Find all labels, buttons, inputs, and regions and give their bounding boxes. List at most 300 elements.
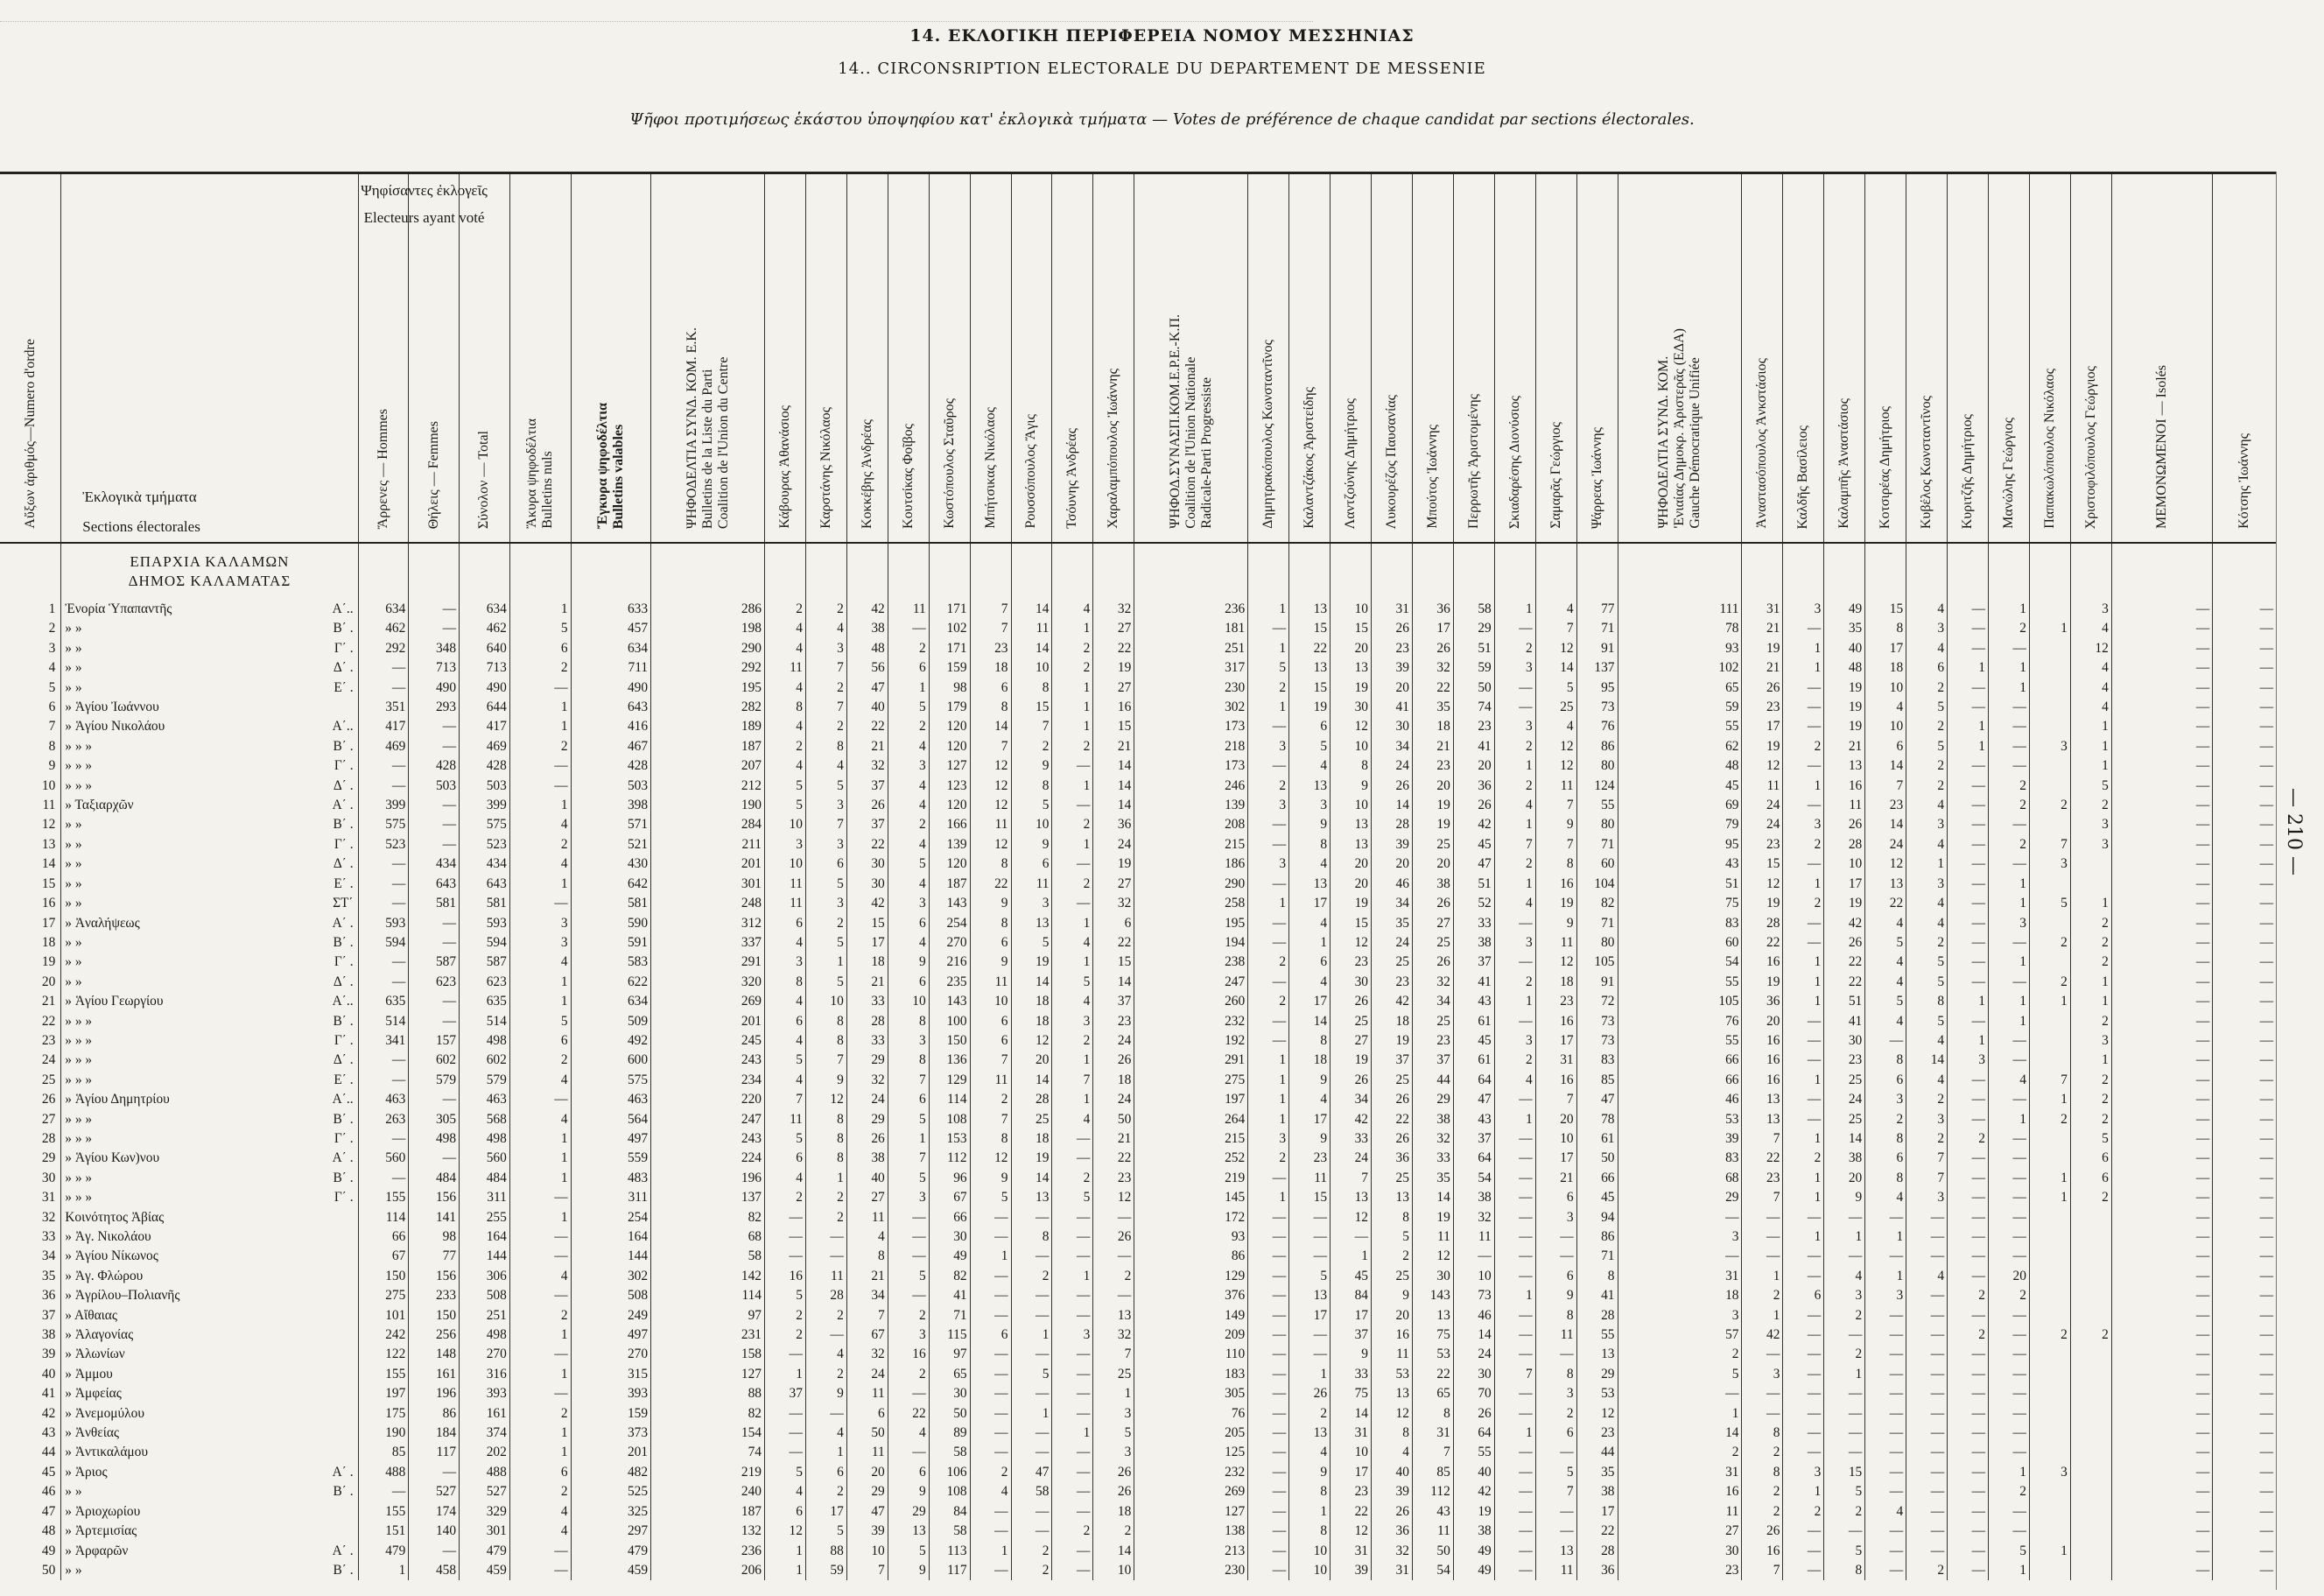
cell-value: 4	[1371, 1443, 1412, 1462]
cell-value: 1	[1248, 1090, 1289, 1109]
cell-value: 8	[1535, 1306, 1576, 1325]
cell-value: 1	[1331, 1247, 1372, 1266]
cell-value: 31	[1371, 600, 1412, 619]
cell-value: 164	[571, 1227, 650, 1247]
cell-value	[2029, 658, 2070, 678]
cell-value: 30	[1371, 717, 1412, 736]
cell-value: 5	[764, 1129, 805, 1149]
cell-value: 2	[888, 1306, 929, 1325]
header-candidate-eda-9: Χριστοφιλόπουλος Γεώργιος	[2070, 173, 2111, 544]
cell-value: 602	[460, 1051, 510, 1070]
cell-value: 19	[1011, 1149, 1052, 1168]
cell-value: 22	[1093, 639, 1134, 658]
cell-value: —	[888, 1208, 929, 1227]
row-number: 15	[41, 875, 56, 891]
cell-value: 302	[1134, 698, 1248, 717]
cell-value: 5	[1824, 1482, 1865, 1501]
cell-value: 523	[358, 835, 409, 854]
cell-value: —	[1248, 1404, 1289, 1424]
cell-value: —	[509, 678, 571, 698]
section-name	[61, 933, 358, 953]
cell-value: —	[1248, 1522, 1289, 1541]
cell-value: 2	[1906, 756, 1948, 776]
cell-value: —	[358, 777, 409, 796]
cell-value: 144	[460, 1247, 510, 1266]
cell-value: 7	[805, 815, 846, 834]
cell-value: —	[1948, 815, 1989, 834]
cell-value: 559	[571, 1149, 650, 1168]
cell-value: 41	[1371, 698, 1412, 717]
cell-value: 20	[1412, 854, 1453, 874]
cell-value: 622	[571, 973, 650, 992]
cell-value: —	[888, 1227, 929, 1247]
cell-value: —	[1865, 1365, 1906, 1384]
cell-value: —	[1052, 1247, 1093, 1266]
cell-value: —	[409, 1463, 460, 1482]
cell-value: 19	[1824, 678, 1865, 698]
section-label: » » »	[65, 1072, 93, 1087]
cell-value: —	[1052, 1502, 1093, 1522]
cell-value: 6	[1865, 1071, 1906, 1090]
cell-value: 20	[1331, 854, 1372, 874]
cell-value: 462	[460, 619, 510, 638]
cell-value: 428	[460, 756, 510, 776]
cell-value: 6	[1906, 658, 1948, 678]
cell-value: 37	[846, 815, 888, 834]
cell-value: —	[1824, 1522, 1865, 1541]
section-label: » Ἁγίου Νικολάου	[65, 719, 165, 735]
cell-value: 19	[1742, 639, 1783, 658]
cell-value: —	[1011, 1286, 1052, 1305]
cell-value: 19	[1742, 894, 1783, 913]
cell-value: 12	[970, 835, 1011, 854]
cell-value: 398	[571, 796, 650, 815]
cell-value: 4	[764, 1071, 805, 1090]
cell-value: 11	[1289, 1169, 1331, 1188]
cell-value: 2	[2070, 1012, 2111, 1031]
cell-value: 2	[1618, 1345, 1742, 1364]
cell-value: 192	[1134, 1031, 1248, 1051]
cell-value: 3	[1494, 933, 1535, 953]
row-number: 19	[41, 954, 56, 970]
cell-value: 10	[1865, 717, 1906, 736]
cell-value: —	[1742, 1227, 1783, 1247]
cell-value: 4	[509, 953, 571, 972]
cell-value: —	[2111, 678, 2213, 698]
cell-value: 4	[764, 1031, 805, 1051]
cell-value: 457	[571, 619, 650, 638]
cell-value: 18	[1011, 1012, 1052, 1031]
cell-value: 17	[1576, 1502, 1618, 1522]
cell-value: 220	[651, 1090, 765, 1109]
cell-value: 2	[1783, 1502, 1824, 1522]
cell-value: —	[1494, 1522, 1535, 1541]
cell-value: 21	[846, 973, 888, 992]
section-letter: Α΄..	[332, 994, 354, 1009]
header-candidate-erek-3: Λαντζούνης Δημήτριος	[1331, 173, 1372, 544]
cell-value: —	[1989, 1306, 2030, 1325]
cell-value: —	[2213, 1443, 2276, 1462]
cell-value: 560	[358, 1149, 409, 1168]
cell-value: —	[1783, 1090, 1824, 1109]
cell-value: 30	[846, 875, 888, 894]
cell-value: —	[2213, 1482, 2276, 1501]
region-cell	[1618, 543, 1742, 600]
cell-value: —	[409, 737, 460, 756]
cell-value: 23	[1824, 1051, 1865, 1070]
cell-value: 67	[846, 1325, 888, 1345]
cell-value: 13	[1371, 1384, 1412, 1403]
cell-value: 23	[1331, 953, 1372, 972]
cell-value: —	[1052, 1365, 1093, 1384]
cell-value: 3	[1535, 1384, 1576, 1403]
cell-value: 2	[1906, 1129, 1948, 1149]
cell-value: 4	[805, 756, 846, 776]
cell-value: 5	[1906, 737, 1948, 756]
cell-value: 5	[509, 619, 571, 638]
section-label: » »	[65, 679, 82, 695]
cell-value: 9	[1371, 1286, 1412, 1305]
cell-value: —	[2111, 1129, 2213, 1149]
section-label: » Ἀριος	[65, 1464, 108, 1480]
cell-value: —	[1248, 717, 1289, 736]
cell-value: 54	[1453, 1169, 1494, 1188]
cell-value: 26	[1371, 1502, 1412, 1522]
cell-value: 136	[929, 1051, 970, 1070]
cell-value: 463	[460, 1090, 510, 1109]
cell-value: 17	[1289, 1110, 1331, 1129]
cell-value: —	[1093, 1208, 1134, 1227]
cell-value: 30	[1824, 1031, 1865, 1051]
cell-value: 20	[1331, 875, 1372, 894]
cell-value: 19	[1412, 815, 1453, 834]
cell-value: 434	[460, 854, 510, 874]
cell-value: —	[509, 1247, 571, 1266]
cell-value: 521	[571, 835, 650, 854]
cell-value: —	[1052, 894, 1093, 913]
cell-value: 20	[1371, 1306, 1412, 1325]
row-number: 50	[41, 1562, 56, 1578]
cell-value: —	[2111, 1404, 2213, 1424]
cell-value: 13	[1011, 914, 1052, 933]
cell-value: —	[1948, 1110, 1989, 1129]
cell-value: 7	[970, 1051, 1011, 1070]
cell-value: 2	[1494, 1051, 1535, 1070]
cell-value: 16	[1742, 1542, 1783, 1561]
cell-value	[2029, 815, 2070, 834]
table-row	[0, 619, 2276, 638]
section-name	[61, 1443, 358, 1462]
cell-value: —	[2111, 1443, 2213, 1462]
cell-value: 19	[1093, 854, 1134, 874]
cell-value: —	[358, 1482, 409, 1501]
cell-value: —	[1052, 1404, 1093, 1424]
cell-value: 44	[1576, 1443, 1618, 1462]
cell-value: 575	[460, 815, 510, 834]
cell-value: 2	[970, 1463, 1011, 1482]
cell-value: —	[1948, 796, 1989, 815]
cell-value: 503	[460, 777, 510, 796]
region-cell	[1248, 543, 1289, 600]
section-name	[61, 1384, 358, 1403]
cell-value: 2	[1052, 639, 1093, 658]
cell-value: —	[1494, 1227, 1535, 1247]
cell-value: 1	[1783, 1227, 1824, 1247]
cell-value: 1	[1989, 992, 2030, 1011]
cell-value: 33	[1453, 914, 1494, 933]
cell-value: 14	[1093, 756, 1134, 776]
cell-value: 5	[888, 1267, 929, 1286]
cell-value: 6	[2070, 1169, 2111, 1188]
cell-value: —	[1742, 1247, 1783, 1266]
cell-value: 38	[1412, 1110, 1453, 1129]
cell-value: 2	[2070, 1188, 2111, 1207]
cell-value: 53	[1371, 1365, 1412, 1384]
cell-value: 25	[1535, 698, 1576, 717]
cell-value: 66	[1576, 1169, 1618, 1188]
cell-value: —	[2111, 796, 2213, 815]
cell-value: 11	[1412, 1522, 1453, 1541]
cell-value: —	[1248, 1247, 1289, 1266]
cell-value: 19	[1824, 717, 1865, 736]
cell-value: 290	[651, 639, 765, 658]
cell-value: 171	[929, 639, 970, 658]
cell-value: 23	[1412, 756, 1453, 776]
cell-value: 6	[1865, 1149, 1906, 1168]
table-row	[0, 1463, 2276, 1482]
cell-value: —	[1494, 953, 1535, 972]
header-candidate-ek-1: Κάβουρας Ἀθανάσιος	[764, 173, 805, 544]
cell-value: 3	[1248, 737, 1289, 756]
section-name	[61, 894, 358, 913]
cell-value: 399	[460, 796, 510, 815]
table-row	[0, 1325, 2276, 1345]
cell-value: —	[1011, 1424, 1052, 1443]
cell-value: 21	[1742, 658, 1783, 678]
cell-value: —	[2111, 600, 2213, 619]
cell-value: 7	[1052, 1071, 1093, 1090]
cell-value: 40	[1824, 639, 1865, 658]
cell-value: —	[1453, 1247, 1494, 1266]
cell-value	[2070, 1306, 2111, 1325]
cell-value: 88	[651, 1384, 765, 1403]
cell-value: 593	[358, 914, 409, 933]
cell-value: —	[1248, 815, 1289, 834]
cell-value: 194	[1134, 933, 1248, 953]
cell-value: 19	[1412, 1208, 1453, 1227]
cell-value: 1	[1989, 875, 2030, 894]
cell-value	[2029, 1051, 2070, 1070]
cell-value: 1	[1742, 1267, 1783, 1286]
cell-value: 13	[1289, 875, 1331, 894]
cell-value: 1	[1052, 1424, 1093, 1443]
cell-value: 125	[1134, 1443, 1248, 1462]
cell-value: —	[970, 1208, 1011, 1227]
cell-value: 7	[888, 1071, 929, 1090]
cell-value: 4	[805, 1424, 846, 1443]
cell-value: 31	[1331, 1424, 1372, 1443]
cell-value: 4	[1906, 1267, 1948, 1286]
cell-value: —	[1052, 1286, 1093, 1305]
cell-value: 254	[571, 1208, 650, 1227]
cell-value: 1	[1783, 1169, 1824, 1188]
cell-value: —	[2111, 619, 2213, 638]
cell-value: 1	[2029, 1542, 2070, 1561]
cell-value: 7	[1331, 1169, 1372, 1188]
row-number: 46	[41, 1484, 56, 1500]
cell-value: 2	[1948, 1286, 1989, 1305]
row-number: 17	[41, 915, 56, 931]
cell-value: —	[805, 1325, 846, 1345]
table-row	[0, 1384, 2276, 1403]
cell-value: 1	[509, 973, 571, 992]
cell-value: 7	[805, 658, 846, 678]
row-number: 28	[41, 1130, 56, 1146]
cell-value: 2	[1906, 1090, 1948, 1109]
cell-value: 242	[358, 1325, 409, 1345]
cell-value: 1	[2070, 737, 2111, 756]
cell-value: 5	[1011, 1365, 1052, 1384]
cell-value: 5	[888, 1542, 929, 1561]
cell-value: —	[1865, 1463, 1906, 1482]
section-name	[61, 1463, 358, 1482]
cell-value: 34	[846, 1286, 888, 1305]
cell-value: 59	[1453, 658, 1494, 678]
cell-value: 84	[1331, 1286, 1372, 1305]
cell-value: 202	[460, 1443, 510, 1462]
row-number: 21	[41, 994, 56, 1009]
cell-value: 86	[1576, 737, 1618, 756]
cell-value: 245	[651, 1031, 765, 1051]
cell-value: 39	[1331, 1561, 1372, 1580]
cell-value: 1	[509, 717, 571, 736]
cell-value: 1	[764, 1561, 805, 1580]
region-cell	[2213, 543, 2276, 600]
cell-value: —	[1494, 1306, 1535, 1325]
cell-value: 4	[764, 1169, 805, 1188]
cell-value: 8	[846, 1247, 888, 1266]
cell-value: 19	[1011, 953, 1052, 972]
cell-value: 583	[571, 953, 650, 972]
cell-value	[2029, 1561, 2070, 1580]
cell-value: 34	[1412, 992, 1453, 1011]
cell-value: 7	[1535, 796, 1576, 815]
cell-value: 64	[1453, 1149, 1494, 1168]
cell-value: 2	[764, 1188, 805, 1207]
cell-value: 75	[1618, 894, 1742, 913]
cell-value: —	[1011, 1443, 1052, 1462]
region-cell	[651, 543, 765, 600]
table-row	[0, 1227, 2276, 1247]
section-name	[61, 875, 358, 894]
cell-value: 479	[358, 1542, 409, 1561]
row-number: 43	[41, 1425, 56, 1441]
cell-value: 374	[460, 1424, 510, 1443]
cell-value	[2029, 1443, 2070, 1462]
cell-value: 2	[1989, 796, 2030, 815]
header-total: Σύνολον — Total	[460, 173, 510, 544]
section-label: » Ἀρτεμισίας	[65, 1523, 137, 1539]
cell-value: —	[1783, 756, 1824, 776]
cell-value: 71	[1576, 1247, 1618, 1266]
cell-value: —	[1948, 639, 1989, 658]
cell-value: 10	[1865, 678, 1906, 698]
table-row	[0, 639, 2276, 658]
cell-value: 623	[460, 973, 510, 992]
cell-value: 3	[1865, 1286, 1906, 1305]
cell-value: 18	[1865, 658, 1906, 678]
cell-value: 70	[1453, 1384, 1494, 1403]
cell-value: —	[1783, 914, 1824, 933]
cell-value	[2029, 1522, 2070, 1541]
cell-value: 643	[409, 875, 460, 894]
cell-value: 15	[1289, 678, 1331, 698]
cell-value: 58	[651, 1247, 765, 1266]
cell-value: 32	[1412, 973, 1453, 992]
cell-value: 13	[1093, 1306, 1134, 1325]
cell-value: 4	[1865, 698, 1906, 717]
cell-value: 6	[1289, 953, 1331, 972]
cell-value: —	[1494, 1463, 1535, 1482]
cell-value: 11	[970, 815, 1011, 834]
cell-value: 527	[460, 1482, 510, 1501]
cell-value: 6	[1011, 854, 1052, 874]
cell-value: 85	[1412, 1463, 1453, 1482]
cell-value: 15	[1331, 619, 1372, 638]
cell-value: 22	[1824, 953, 1865, 972]
cell-value: —	[509, 1345, 571, 1364]
cell-value: —	[1989, 1325, 2030, 1345]
cell-value: 252	[1134, 1149, 1248, 1168]
section-name	[61, 777, 358, 796]
cell-value: 4	[1865, 1502, 1906, 1522]
cell-value: 22	[1865, 894, 1906, 913]
cell-value: —	[2111, 1522, 2213, 1541]
cell-value: —	[2213, 835, 2276, 854]
cell-value: 32	[1412, 658, 1453, 678]
cell-value: —	[1331, 1227, 1372, 1247]
cell-value: 30	[1412, 1267, 1453, 1286]
cell-value: —	[1948, 1169, 1989, 1188]
cell-value: —	[1906, 1522, 1948, 1541]
cell-value: 71	[929, 1306, 970, 1325]
region-row	[0, 543, 2276, 600]
cell-value: 1	[1824, 1227, 1865, 1247]
cell-value: 22	[1371, 1110, 1412, 1129]
header-isoles: ΜΕΜΟΝΩΜΕΝΟΙ — Isolés	[2111, 173, 2213, 544]
cell-value: 64	[1453, 1071, 1494, 1090]
cell-value: 39	[1371, 658, 1412, 678]
cell-value: 8	[1289, 1031, 1331, 1051]
cell-value: 173	[1134, 717, 1248, 736]
cell-value: 2	[888, 717, 929, 736]
cell-value: 11	[805, 1267, 846, 1286]
cell-value: 32	[1093, 1325, 1134, 1345]
cell-value: 306	[460, 1267, 510, 1286]
cell-value	[2029, 1286, 2070, 1305]
cell-value: —	[1865, 1424, 1906, 1443]
cell-value: 95	[1618, 835, 1742, 854]
cell-value: 22	[1576, 1522, 1618, 1541]
cell-value: 22	[1824, 973, 1865, 992]
cell-value: 2	[1371, 1247, 1412, 1266]
cell-value: 9	[970, 1169, 1011, 1188]
cell-value: 236	[1134, 600, 1248, 619]
cell-value: 12	[1371, 1404, 1412, 1424]
cell-value: —	[1989, 1502, 2030, 1522]
cell-value: 29	[846, 1110, 888, 1129]
cell-value: —	[1865, 1443, 1906, 1462]
